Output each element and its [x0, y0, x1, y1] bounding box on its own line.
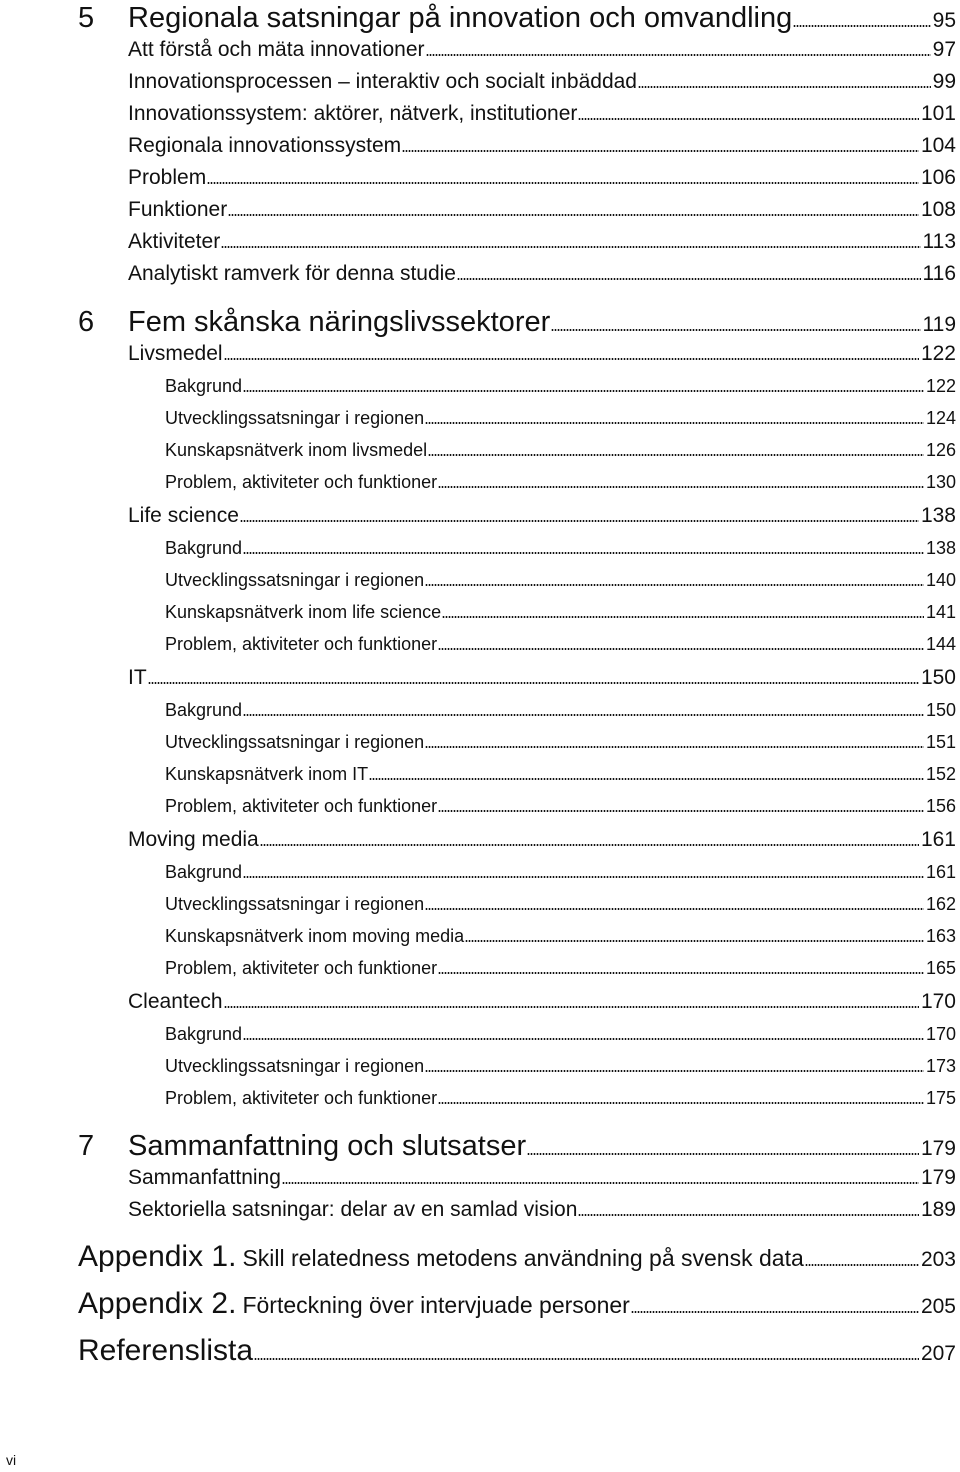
dot-leader [457, 278, 921, 280]
entry-title: Problem, aktiviteter och funktioner [165, 958, 438, 978]
entry-title: Utvecklingssatsningar i regionen [165, 732, 425, 752]
entry-title: Kunskapsnätverk inom life science [165, 602, 442, 622]
dot-leader [224, 1006, 919, 1008]
page-number: 170 [925, 1024, 956, 1044]
toc-section-row[interactable] [128, 504, 956, 528]
page-number: 113 [922, 230, 956, 253]
toc-subsection-row[interactable] [165, 700, 956, 721]
page-number: 179 [920, 1137, 956, 1160]
toc-subsection-row[interactable] [165, 732, 956, 753]
page-number: 151 [925, 732, 956, 752]
toc-chapter-row[interactable] [78, 1130, 956, 1163]
dot-leader [224, 358, 919, 360]
dot-leader [243, 552, 924, 554]
dot-leader [438, 486, 924, 488]
dot-leader [442, 616, 924, 618]
entry-title: Bakgrund [165, 538, 243, 558]
chapter-title: Regionala satsningar på innovation och omvandling [128, 2, 793, 34]
toc-section-row[interactable] [128, 230, 956, 254]
entry-title: Life science [128, 504, 239, 527]
dot-leader [426, 54, 931, 56]
toc-chapter-row[interactable] [78, 306, 956, 339]
entry-title: Sammanfattning [128, 1166, 281, 1189]
dot-leader [221, 246, 920, 248]
toc-subsection-row[interactable] [165, 634, 956, 655]
page-number: 95 [932, 9, 956, 32]
chapter-title: Fem skånska näringslivssektorer [128, 306, 551, 338]
toc-section-row[interactable] [128, 990, 956, 1014]
toc-section-row[interactable] [128, 166, 956, 190]
appendix-label: Appendix 1. [78, 1240, 237, 1273]
toc-subsection-row[interactable] [165, 570, 956, 591]
entry-title: Problem, aktiviteter och funktioner [165, 1088, 438, 1108]
dot-leader [438, 810, 924, 812]
page-number: 175 [925, 1088, 956, 1108]
page-number: 106 [920, 166, 956, 189]
toc-subsection-row[interactable] [165, 376, 956, 397]
page-number: 138 [925, 538, 956, 558]
page-number: 97 [932, 38, 956, 61]
page-number: 150 [920, 666, 956, 689]
entry-title: Innovationsprocessen – interaktiv och socialt inbäddad [128, 70, 637, 93]
toc-subsection-row[interactable] [165, 926, 956, 947]
entry-title: Bakgrund [165, 1024, 243, 1044]
toc-section-row[interactable] [128, 38, 956, 62]
entry-title: Utvecklingssatsningar i regionen [165, 408, 425, 428]
dot-leader [428, 454, 924, 456]
entry-title: Bakgrund [165, 376, 243, 396]
dot-leader [438, 972, 924, 974]
entry-title: Cleantech [128, 990, 223, 1013]
page-number: 138 [920, 504, 956, 527]
toc-section-row[interactable] [128, 666, 956, 690]
chapter-number: 7 [78, 1130, 95, 1162]
page-number: 119 [922, 313, 956, 336]
dot-leader [243, 390, 924, 392]
dot-leader [282, 1182, 919, 1184]
dot-leader [425, 908, 924, 910]
entry-title: Problem, aktiviteter och funktioner [165, 634, 438, 654]
toc-subsection-row[interactable] [165, 1088, 956, 1109]
dot-leader [402, 150, 919, 152]
entry-title: Bakgrund [165, 862, 243, 882]
dot-leader [527, 1153, 919, 1155]
page-number: 173 [925, 1056, 956, 1076]
appendix-title: Förteckning över intervjuade personer [242, 1292, 630, 1318]
page-number: 141 [925, 602, 956, 622]
toc-section-row[interactable] [128, 134, 956, 158]
toc-section-row[interactable] [128, 102, 956, 126]
entry-title: Kunskapsnätverk inom moving media [165, 926, 465, 946]
page-number: 170 [920, 990, 956, 1013]
page-number: 104 [920, 134, 956, 157]
toc-references-row[interactable] [78, 1334, 956, 1368]
page-number: 179 [920, 1166, 956, 1189]
dot-leader [438, 1102, 924, 1104]
dot-leader [425, 422, 924, 424]
page-number-footer: vi [6, 1452, 17, 1468]
toc-section-row[interactable] [128, 828, 956, 852]
toc-section-row[interactable] [128, 198, 956, 222]
toc-subsection-row[interactable] [165, 958, 956, 979]
dot-leader [228, 214, 919, 216]
toc-subsection-row[interactable] [165, 602, 956, 623]
page-number: 116 [922, 262, 956, 285]
entry-title: IT [128, 666, 147, 689]
appendix-label: Appendix 2. [78, 1287, 237, 1320]
page-number: 130 [925, 472, 956, 492]
entry-title: Regionala innovationssystem [128, 134, 402, 157]
toc-subsection-row[interactable] [165, 764, 956, 785]
page-number: 165 [925, 958, 956, 978]
entry-title: Kunskapsnätverk inom IT [165, 764, 369, 784]
toc-section-row[interactable] [128, 1198, 956, 1222]
page-number: 205 [920, 1295, 956, 1318]
toc-subsection-row[interactable] [165, 894, 956, 915]
toc-subsection-row[interactable] [165, 1024, 956, 1045]
toc-appendix-row[interactable] [78, 1240, 956, 1274]
dot-leader [438, 648, 924, 650]
dot-leader [425, 584, 924, 586]
dot-leader [243, 1038, 924, 1040]
dot-leader [578, 1214, 919, 1216]
chapter-number: 6 [78, 306, 95, 338]
entry-title: Utvecklingssatsningar i regionen [165, 894, 425, 914]
page-number: 99 [932, 70, 956, 93]
dot-leader [260, 844, 919, 846]
entry-title: Utvecklingssatsningar i regionen [165, 1056, 425, 1076]
page-number: 122 [920, 342, 956, 365]
page-number: 101 [920, 102, 956, 125]
toc-subsection-row[interactable] [165, 862, 956, 883]
toc-appendix-row[interactable] [78, 1287, 956, 1321]
page-number: 156 [925, 796, 956, 816]
chapter-number: 5 [78, 2, 95, 34]
toc-subsection-row[interactable] [165, 472, 956, 493]
toc-subsection-row[interactable] [165, 796, 956, 817]
entry-title: Analytiskt ramverk för denna studie [128, 262, 456, 285]
dot-leader [638, 86, 931, 88]
entry-title: Problem [128, 166, 207, 189]
dot-leader [465, 940, 924, 942]
dot-leader [243, 714, 924, 716]
toc-chapter-row[interactable] [78, 2, 956, 35]
entry-title: Kunskapsnätverk inom livsmedel [165, 440, 428, 460]
toc-section-row[interactable] [128, 70, 956, 94]
entry-title: Livsmedel [128, 342, 223, 365]
page-number: 124 [925, 408, 956, 428]
toc-section-row[interactable] [128, 1166, 956, 1190]
dot-leader [243, 876, 924, 878]
entry-title: Att förstå och mäta innovationer [128, 38, 425, 61]
chapter-title: Sammanfattning och slutsatser [128, 1130, 527, 1162]
page-number: 189 [920, 1198, 956, 1221]
page-number: 163 [925, 926, 956, 946]
page-number: 161 [925, 862, 956, 882]
toc-subsection-row[interactable] [165, 1056, 956, 1077]
toc-section-row[interactable] [128, 342, 956, 366]
entry-title: Aktiviteter [128, 230, 221, 253]
entry-title: Bakgrund [165, 700, 243, 720]
page-number: 150 [925, 700, 956, 720]
entry-title: Funktioner [128, 198, 228, 221]
entry-title: Sektoriella satsningar: delar av en samlad vision [128, 1198, 578, 1221]
dot-leader [551, 329, 920, 331]
entry-title: Utvecklingssatsningar i regionen [165, 570, 425, 590]
page-number: 152 [925, 764, 956, 784]
dot-leader [148, 682, 919, 684]
dot-leader [805, 1264, 919, 1266]
page-number: 207 [920, 1342, 956, 1365]
toc-subsection-row[interactable] [165, 538, 956, 559]
entry-title: Problem, aktiviteter och funktioner [165, 472, 438, 492]
appendix-title: Skill relatedness metodens användning på svensk data [242, 1245, 804, 1271]
dot-leader [578, 118, 919, 120]
toc-subsection-row[interactable] [165, 440, 956, 461]
references-title: Referenslista [78, 1334, 254, 1367]
page-number: 203 [920, 1248, 956, 1271]
entry-title: Problem, aktiviteter och funktioner [165, 796, 438, 816]
page-number: 122 [925, 376, 956, 396]
entry-title: Innovationssystem: aktörer, nätverk, institutioner [128, 102, 578, 125]
dot-leader [793, 25, 930, 27]
dot-leader [369, 778, 924, 780]
dot-leader [425, 746, 924, 748]
toc-section-row[interactable] [128, 262, 956, 286]
dot-leader [207, 182, 919, 184]
page-number: 162 [925, 894, 956, 914]
toc-subsection-row[interactable] [165, 408, 956, 429]
page-number: 126 [925, 440, 956, 460]
page-number: 140 [925, 570, 956, 590]
dot-leader [254, 1358, 919, 1360]
dot-leader [631, 1311, 919, 1313]
dot-leader [425, 1070, 924, 1072]
page-number: 108 [920, 198, 956, 221]
entry-title: Moving media [128, 828, 259, 851]
page-number: 144 [925, 634, 956, 654]
page-number: 161 [920, 828, 956, 851]
dot-leader [240, 520, 919, 522]
